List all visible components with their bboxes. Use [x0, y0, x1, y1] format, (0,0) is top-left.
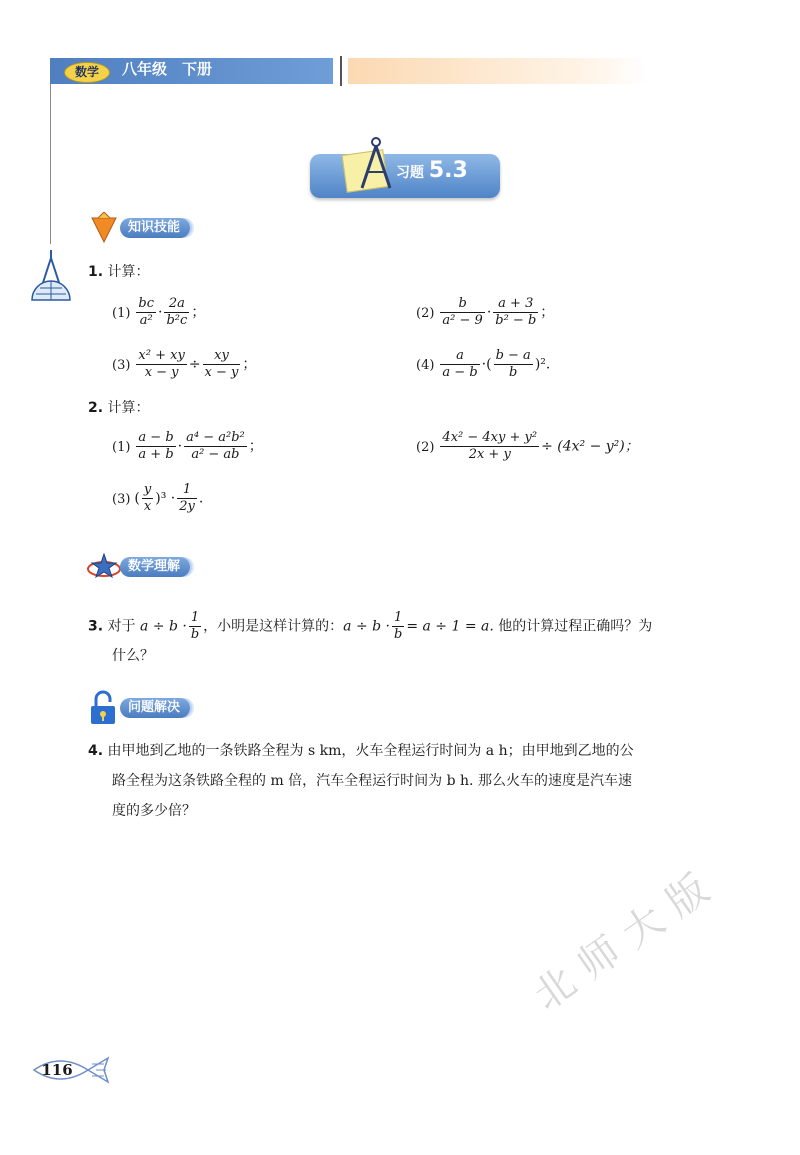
problem-3: 3. 对于 a ÷ b · $\frac{1}{b}$ ，小明是这样计算的：a ÷ b · $\frac{1}{b}$ = a ÷ 1 = a. 他的计算过程正确吗？为	[88, 610, 653, 642]
problem-1-item-1: (1) $\frac{bc}{\text{a²}}$ · $\frac{2a}{\text{b²c}}$ ；	[112, 296, 206, 328]
problem-1-item-2: (2) $\frac{b}{\text{a² − 9}}$ · $\frac{a + 3}{\text{b² − b}}$ ；	[416, 296, 555, 328]
section-math-understanding: 数学理解	[120, 557, 190, 577]
subject-badge: 数学	[64, 62, 110, 83]
fraction: $\frac{\text{a⁴ − a²b²}}{\text{a² − ab}}$	[186, 430, 245, 462]
problem-4-line-2: 路全程为这条铁路全程的 m 倍，汽车全程运行时间为 b h. 那么火车的速度是汽车速	[112, 773, 632, 789]
fraction: $\frac{bc}{\text{a²}}$	[138, 296, 155, 328]
section-knowledge-skill: 知识技能	[120, 218, 190, 238]
padlock-icon	[88, 690, 118, 726]
fraction: $\frac{b}{\text{a² − 9}}$	[442, 296, 483, 328]
problem-1-item-3: (3) $\frac{\text{x² + xy}}{x - y}$ ÷ $\frac{xy}{x - y}$ ；	[112, 348, 257, 380]
fraction: $\frac{1}{b}$	[190, 610, 200, 642]
compass-icon	[356, 136, 396, 192]
fraction: $\frac{\text{x² + xy}}{x - y}$	[138, 348, 185, 380]
problem-2-item-3: (3) ( $\frac{y}{x}$ )³ · $\frac{1}{2y}$ .	[112, 482, 204, 514]
exercise-label: 习题	[396, 165, 424, 181]
compass-globe-icon	[28, 248, 74, 306]
problem-2-item-2: (2) $\frac{\text{4x² − 4xy + y²}}{2x + y}$ ÷ (4x² − y²)；	[416, 430, 639, 462]
fraction: $\frac{\text{4x² − 4xy + y²}}{2x + y}$	[442, 430, 538, 462]
problem-1-item-4: (4) $\frac{a}{a - b}$ ·( $\frac{b - a}{b}$ )².	[416, 348, 551, 380]
fraction: $\frac{a + 3}{\text{b² − b}}$	[495, 296, 537, 328]
problem-4-line-1: 4. 由甲地到乙地的一条铁路全程为 s km，火车全程运行时间为 a h；由甲地到乙地的公	[88, 743, 634, 759]
star-orbit-icon	[86, 552, 122, 582]
fraction: $\frac{2a}{\text{b²c}}$	[166, 296, 188, 328]
problem-4	[88, 736, 728, 826]
problem-4-line-3: 度的多少倍？	[112, 803, 196, 819]
exercise-title	[396, 158, 468, 194]
problem-2-heading: 2. 计算：	[88, 400, 150, 416]
fraction: $\frac{b - a}{b}$	[495, 348, 531, 380]
fraction: $\frac{a - b}{a + b}$	[138, 430, 174, 462]
header-divider	[340, 56, 342, 86]
publisher-watermark: 北师大版	[525, 857, 729, 1020]
problem-2-item-1: (1) $\frac{a - b}{a + b}$ · $\frac{\text{a⁴ − a²b²}}{\text{a² − ab}}$ ；	[112, 430, 263, 462]
book-title: 八年级 下册	[122, 60, 213, 78]
fraction: $\frac{1}{2y}$	[179, 482, 195, 514]
header-gradient-band	[348, 58, 648, 84]
fraction: $\frac{a}{a - b}$	[442, 348, 478, 380]
fraction: $\frac{1}{b}$	[393, 610, 403, 642]
problem-1-heading: 1. 计算：	[88, 264, 150, 280]
margin-rule	[50, 84, 51, 244]
page-number: 116	[41, 1061, 73, 1079]
exercise-number: 5.3	[428, 158, 468, 183]
knowledge-skill-icon	[88, 212, 120, 244]
problem-3-continued: 什么？	[112, 648, 154, 664]
fraction: $\frac{y}{x}$	[143, 482, 152, 514]
section-problem-solving: 问题解决	[120, 698, 190, 718]
fraction: $\frac{xy}{x - y}$	[204, 348, 239, 380]
